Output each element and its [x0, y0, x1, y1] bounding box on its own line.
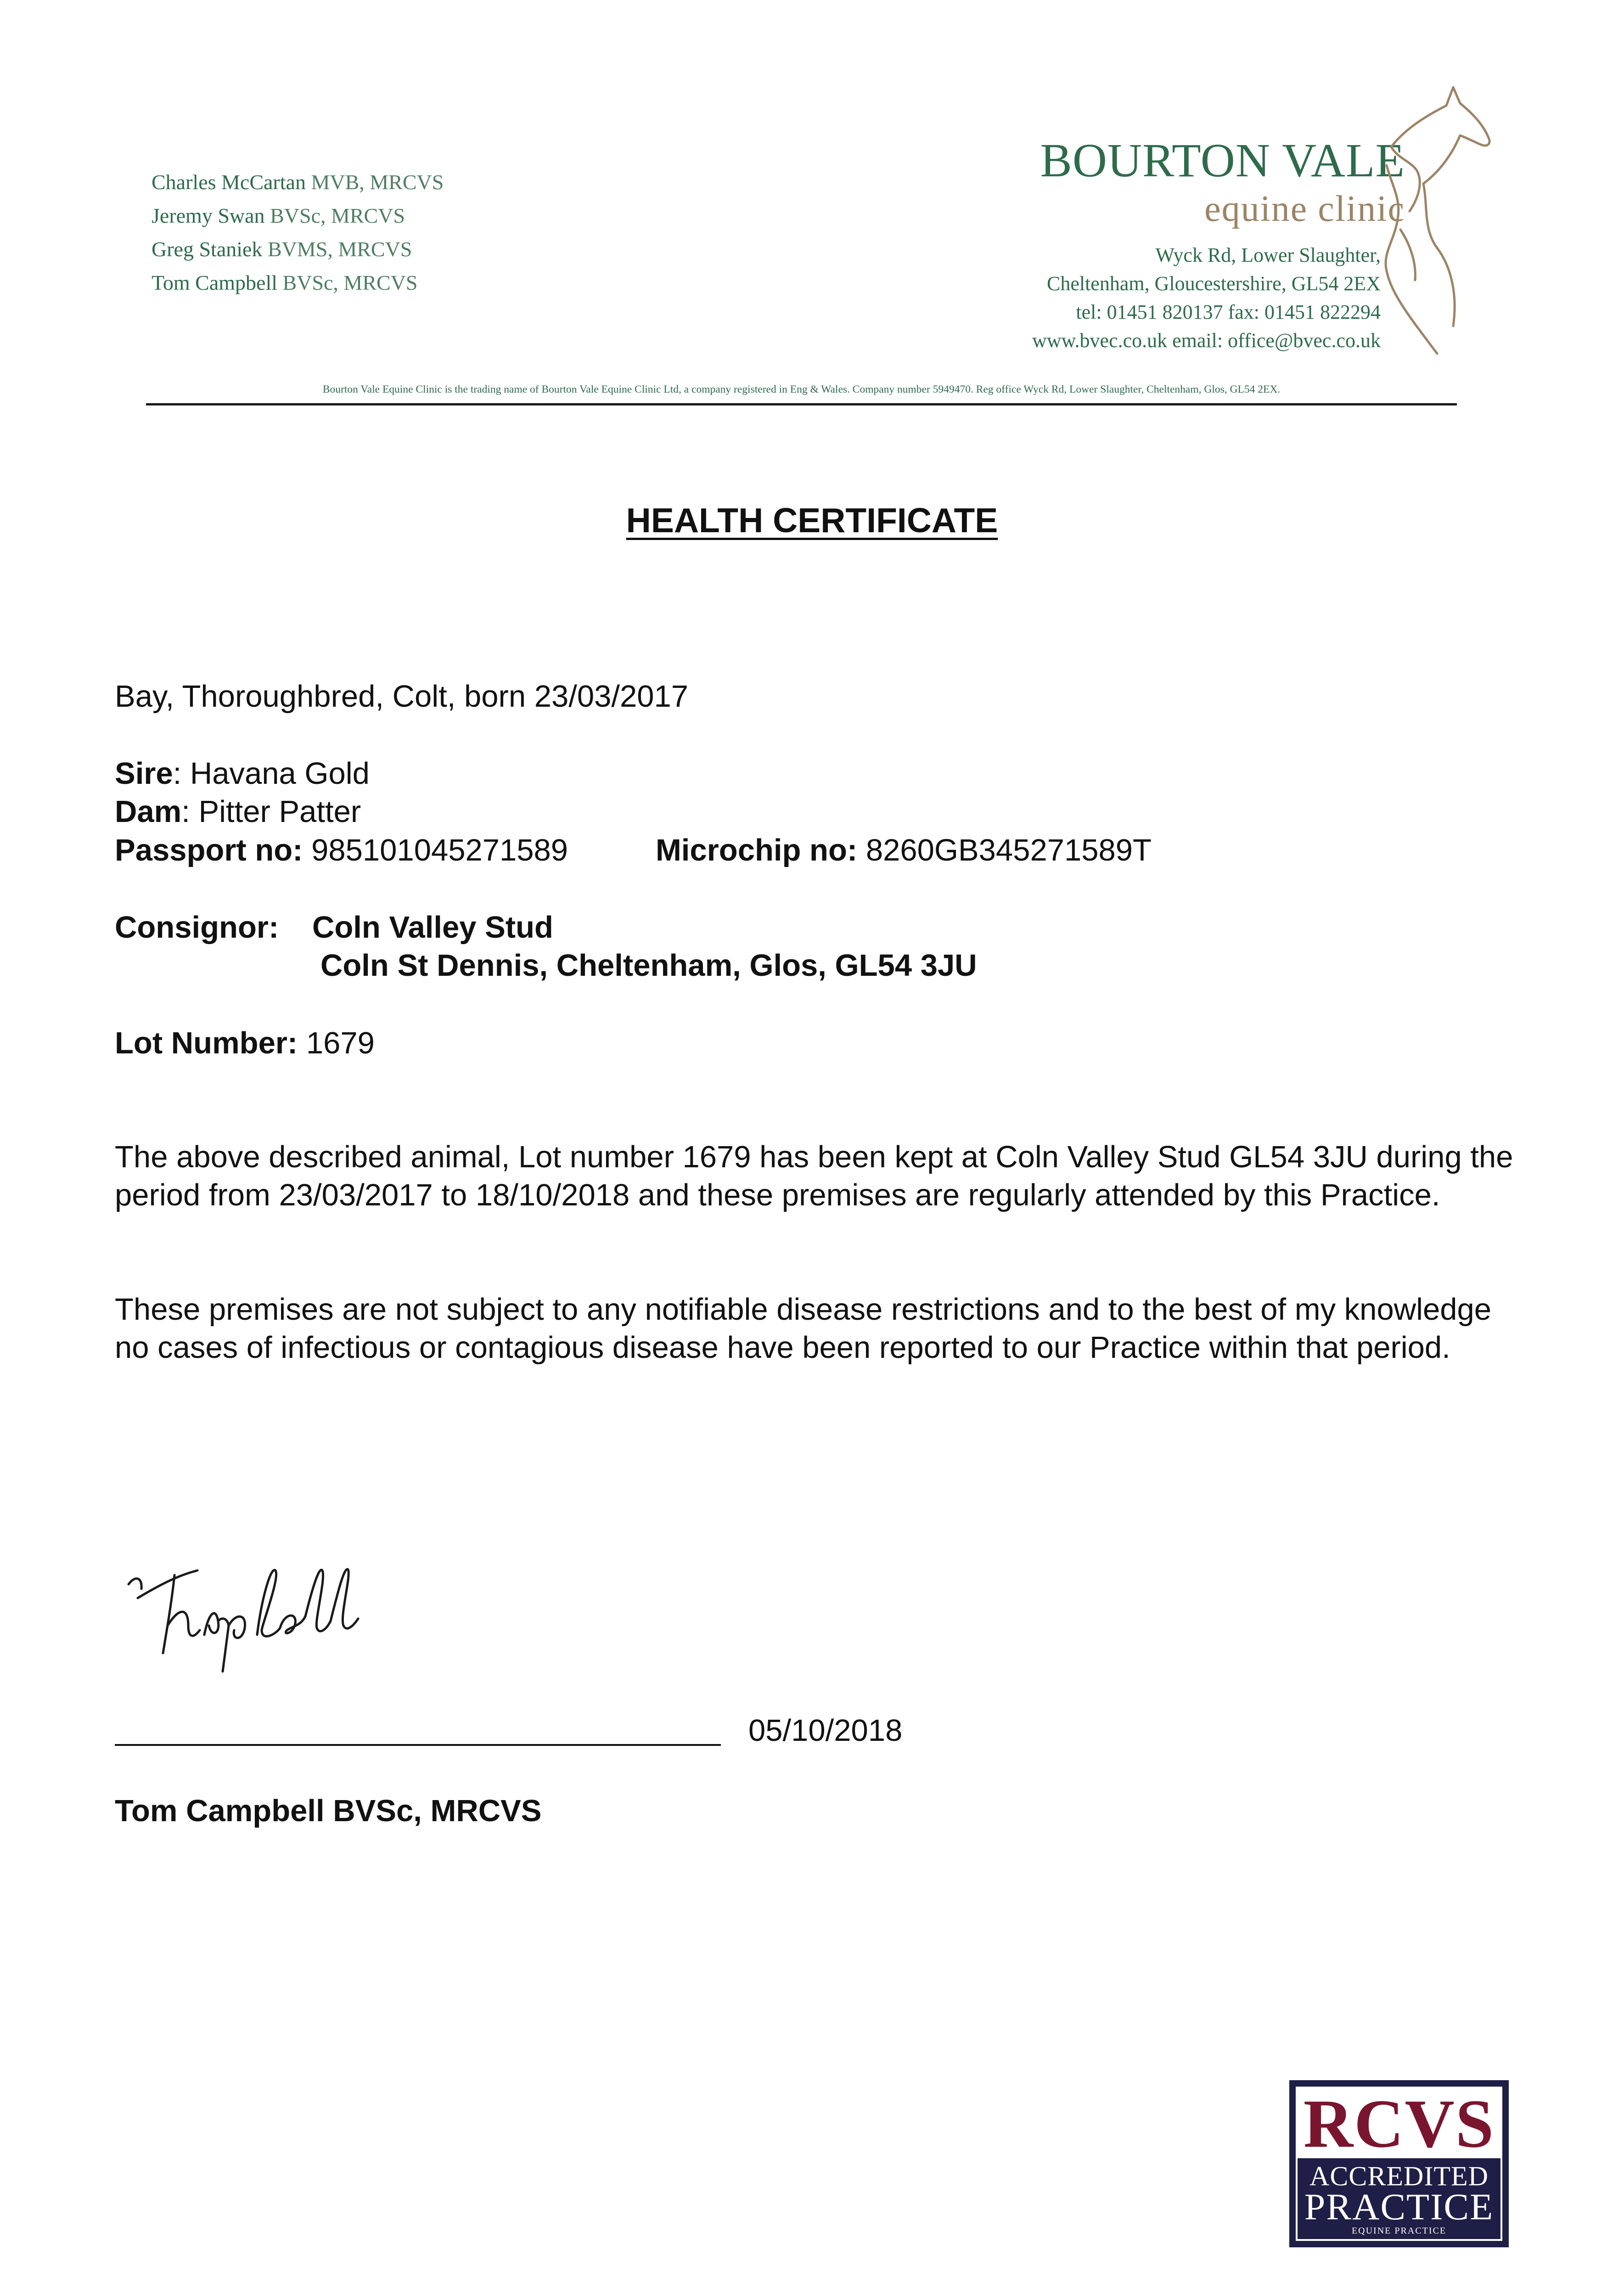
lot-row: [115, 1024, 375, 1063]
dam-value: : Pitter Patter: [181, 794, 361, 829]
passport-row: [115, 831, 568, 870]
microchip-label: Microchip no:: [656, 833, 858, 867]
vet-name: Tom Campbell: [152, 271, 278, 294]
vet-quals: BVSc, MRCVS: [282, 271, 418, 294]
vet-name: Jeremy Swan: [152, 204, 265, 227]
microchip-value: 8260GB345271589T: [857, 833, 1152, 867]
disease-statement: These premises are not subject to any notifiable disease restrictions and to the best of my knowledge no cases of infectious or contagious disease have been reported to our Practice within that period.: [115, 1292, 1492, 1365]
address-line: Cheltenham, Gloucestershire, GL54 2EX: [1046, 272, 1381, 295]
horse-description: Bay, Thoroughbred, Colt, born 23/03/2017: [115, 679, 689, 714]
lot-label: Lot Number:: [115, 1026, 298, 1060]
clinic-subtitle: equine clinic: [1204, 189, 1405, 229]
rcvs-badge-frame: [1296, 2087, 1502, 2241]
header-divider: [146, 403, 1457, 405]
certificate-title: HEALTH CERTIFICATE: [626, 501, 998, 540]
vet-entry: [152, 232, 444, 266]
vet-name: Greg Staniek: [152, 237, 263, 261]
rcvs-badge-title: RCVS: [1298, 2088, 1500, 2158]
sire-row: [115, 754, 370, 793]
passport-label: Passport no:: [115, 833, 303, 867]
vet-entry: [152, 266, 444, 299]
address-line: www.bvec.co.uk email: office@bvec.co.uk: [1032, 329, 1381, 352]
passport-value: 985101045271589: [303, 833, 568, 867]
address-line: Wyck Rd, Lower Slaughter,: [1155, 244, 1381, 266]
consignor-address: Coln St Dennis, Cheltenham, Glos, GL54 3JU: [320, 948, 977, 983]
signature-date: 05/10/2018: [748, 1713, 903, 1748]
vet-quals: MVB, MRCVS: [311, 170, 444, 194]
vet-quals: BVSc, MRCVS: [270, 204, 405, 227]
vet-entry: [152, 165, 444, 199]
dam-label: Dam: [115, 794, 182, 829]
vet-quals: BVMS, MRCVS: [267, 237, 412, 261]
clinic-logo: [1010, 133, 1405, 230]
sire-label: Sire: [115, 756, 173, 791]
rcvs-badge-equine: EQUINE PRACTICE: [1351, 2226, 1447, 2236]
address-line: tel: 01451 820137 fax: 01451 822294: [1076, 301, 1381, 323]
sire-value: : Havana Gold: [173, 756, 370, 791]
microchip-row: [656, 831, 1152, 870]
signatory-name: Tom Campbell BVSc, MRCVS: [115, 1794, 542, 1828]
consignor-name: Coln Valley Stud: [312, 910, 553, 945]
clinic-name: BOURTON VALE: [1040, 134, 1405, 187]
rcvs-badge-practice: PRACTICE: [1304, 2186, 1494, 2228]
vet-entry: [152, 199, 444, 232]
registration-note: Bourton Vale Equine Clinic is the trading name of Bourton Vale Equine Clinic Ltd, a company registered in Eng & Wales. Company number 5949470. Reg office Wyck Rd, Lower Slaughter, Cheltenham, Glos, GL54 2EX.: [322, 383, 1281, 395]
vet-name: Charles McCartan: [152, 170, 306, 194]
signature-line: [115, 1744, 721, 1746]
rcvs-badge-accredited: ACCREDITED: [1309, 2161, 1489, 2191]
dam-row: [115, 793, 361, 831]
vet-list: [152, 165, 444, 299]
lot-value: 1679: [298, 1026, 375, 1060]
rcvs-accreditation-badge: [1289, 2080, 1509, 2247]
clinic-address: [1032, 241, 1381, 355]
premises-statement: The above described animal, Lot number 1679 has been kept at Coln Valley Stud GL54 3JU during the period from 23/03/2017 to 18/10/2018 and these premises are regularly attended by this Practice.: [115, 1140, 1513, 1212]
horse-logo-icon: [1373, 78, 1492, 372]
consignor-label: Consignor:: [115, 910, 279, 945]
signature: [124, 1557, 381, 1676]
